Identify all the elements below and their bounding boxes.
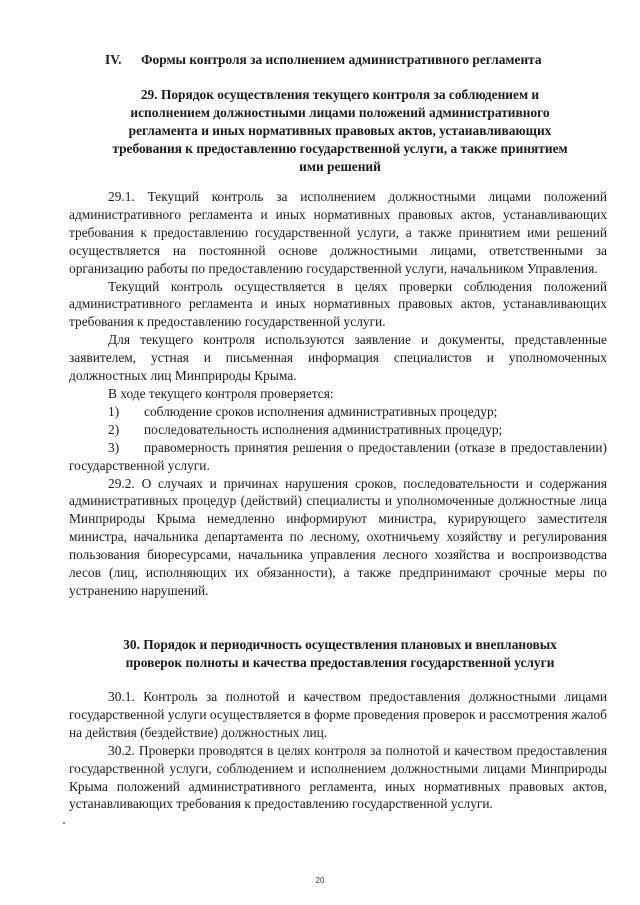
list-item-marker: 1) xyxy=(108,403,120,419)
clause-30-heading-line: проверок полноты и качества предоставления государственной услуги xyxy=(125,655,555,670)
clause-29-heading xyxy=(72,86,608,176)
list-item-marker: 3) xyxy=(108,439,120,455)
section-heading xyxy=(105,52,610,68)
clause-29-heading-line: регламента и иных нормативных правовых актов, устанавливающих xyxy=(128,123,552,138)
paragraph-29-1: 29.1. Текущий контроль за исполнением должностными лицами положений административного регламента и иных нормативных правовых актов, устанавливающих требования к предоставлению государственной услуги, а также принятием ими решений осуществляется на постоянной основе должностными лицами, ответственными за организацию работы по предоставлению государственной услуги, начальником Управления. xyxy=(69,189,607,276)
section-title: Формы контроля за исполнением административного регламента xyxy=(141,52,542,67)
clause-29-heading-line: 29. Порядок осуществления текущего контроля за соблюдением и xyxy=(140,87,540,102)
clause-29-heading-line: ими решений xyxy=(299,159,381,174)
section-number: IV. xyxy=(105,52,122,67)
paragraph-29-1-sources: Для текущего контроля используются заявление и документы, представленные заявителем, устная и письменная информация специалистов и уполномоченных должностных лиц Минприроды Крыма. xyxy=(69,332,607,384)
clause-30-body xyxy=(69,688,607,813)
clause-30-heading xyxy=(72,636,608,672)
list-item xyxy=(69,439,607,475)
clause-29-body xyxy=(69,188,607,600)
page-number: 20 xyxy=(315,876,325,885)
list-item-text: соблюдение сроков исполнения административных процедур; xyxy=(144,403,498,419)
list-item-text: правомерность принятия решения о предоставлении (отказе в предоставлении) государственной услуги. xyxy=(69,439,607,473)
paragraph-29-2: 29.2. О случаях и причинах нарушения сроков, последовательности и содержания административных процедур (действий) специалисты и уполномоченные должностные лица Минприроды Крыма немедленно информируют министра, курирующего заместителя министра, начальника департамента по лесному, охотничьему хозяйству и регулирования пользования биоресурсами, начальника управления лесного хозяйства и воспроизводства лесов (лиц, исполняющих их обязанности), а также предпринимают срочные меры по устранению нарушений. xyxy=(69,475,607,598)
list-item xyxy=(69,403,607,421)
clause-29-heading-line: требования к предоставлению государственной услуги, а также принятием xyxy=(112,141,568,156)
paragraph-29-1-checks-intro: В ходе текущего контроля проверяется: xyxy=(108,385,334,401)
list-item-marker: 2) xyxy=(108,421,120,437)
paragraph-30-2: 30.2. Проверки проводятся в целях контроля за полнотой и качеством предоставления государственной услуги, соблюдением и исполнением должностными лицами Минприроды Крыма положений административного регламента, иных нормативных правовых актов, устанавливающих требования к предоставлению государственной услуги. xyxy=(69,742,607,812)
scan-speck xyxy=(63,822,65,824)
clause-30-heading-line: 30. Порядок и периодичность осуществления плановых и внеплановых xyxy=(123,637,557,652)
paragraph-30-1: 30.1. Контроль за полнотой и качеством предоставления должностными лицами государственной услуги осуществляется в форме проведения проверок и рассмотрения жалоб на действия (бездействие) должностных лиц. xyxy=(69,689,607,740)
list-item xyxy=(69,421,607,439)
list-item-text: последовательность исполнения административных процедур; xyxy=(144,421,503,437)
clause-29-heading-line: исполнением должностными лицами положений административного xyxy=(130,105,550,120)
paragraph-29-1-purpose: Текущий контроль осуществляется в целях проверки соблюдения положений административного регламента и иных нормативных правовых актов, устанавливающих требования к предоставлению государственной услуги. xyxy=(69,278,607,330)
